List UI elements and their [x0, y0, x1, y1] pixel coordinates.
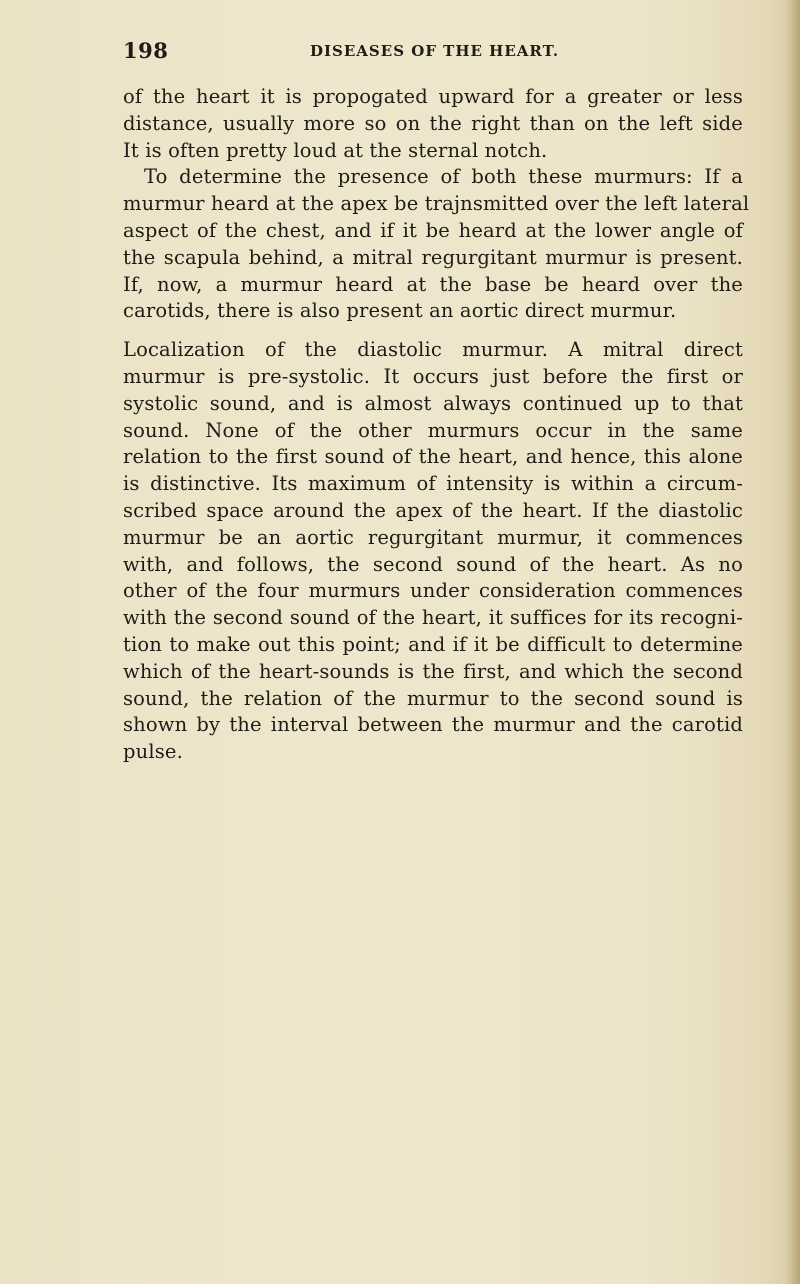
- paragraph-gap: [123, 325, 743, 337]
- text-line: which of the heart-sounds is the first, and which the second: [123, 659, 743, 683]
- text-line: relation to the first sound of the heart, and hence, this alone: [123, 445, 743, 469]
- text-line: pulse.: [123, 740, 183, 764]
- text-line: To determine the presence of both these murmurs: If a: [144, 165, 743, 189]
- text-line: systolic sound, and is almost always continued up to that: [123, 391, 743, 415]
- text-line: of the heart it is propogated upward for a greater or less: [123, 85, 743, 108]
- text-line: with the second sound of the heart, it suffices for its recogni-: [123, 606, 743, 630]
- text-line: the scapula behind, a mitral regurgitant murmur is present.: [123, 245, 743, 269]
- text-line: murmur is pre-systolic. It occurs just before the first or: [123, 364, 743, 388]
- text-line: sound, the relation of the murmur to the second sound is: [123, 686, 743, 710]
- text-line: sound. None of the other murmurs occur in the same: [123, 418, 743, 442]
- page-edge-shadow: [786, 0, 800, 1284]
- text-line: scribed space around the apex of the heart. If the diastolic: [123, 498, 743, 522]
- page-header: [123, 38, 683, 64]
- text-line: murmur be an aortic regurgitant murmur, it commences: [123, 525, 743, 549]
- text-line: murmur heard at the apex be trajnsmitted over the left lateral: [123, 192, 750, 216]
- text-line: aspect of the chest, and if it be heard at the lower angle of: [123, 218, 743, 242]
- text-line: other of the four murmurs under consideration commences: [123, 579, 743, 603]
- running-title: DISEASES OF THE HEART.: [310, 42, 560, 60]
- text-line: tion to make out this point; and if it be difficult to determine: [123, 632, 743, 656]
- text-line: distance, usually more so on the right than on the left side: [123, 111, 743, 135]
- text-line: It is often pretty loud at the sternal notch.: [123, 138, 548, 162]
- text-line: is distinctive. Its maximum of intensity is within a circum-: [123, 472, 743, 496]
- text-line: If, now, a murmur heard at the base be heard over the: [123, 272, 743, 296]
- text-line: shown by the interval between the murmur and the carotid: [123, 713, 743, 737]
- text-line: carotids, there is also present an aortic direct murmur.: [123, 299, 677, 323]
- text-line: with, and follows, the second sound of the heart. As no: [123, 552, 743, 576]
- text-line: Localization of the diastolic murmur. A mitral direct: [123, 338, 743, 362]
- body-text: [123, 84, 750, 766]
- page-number: 198: [123, 38, 169, 63]
